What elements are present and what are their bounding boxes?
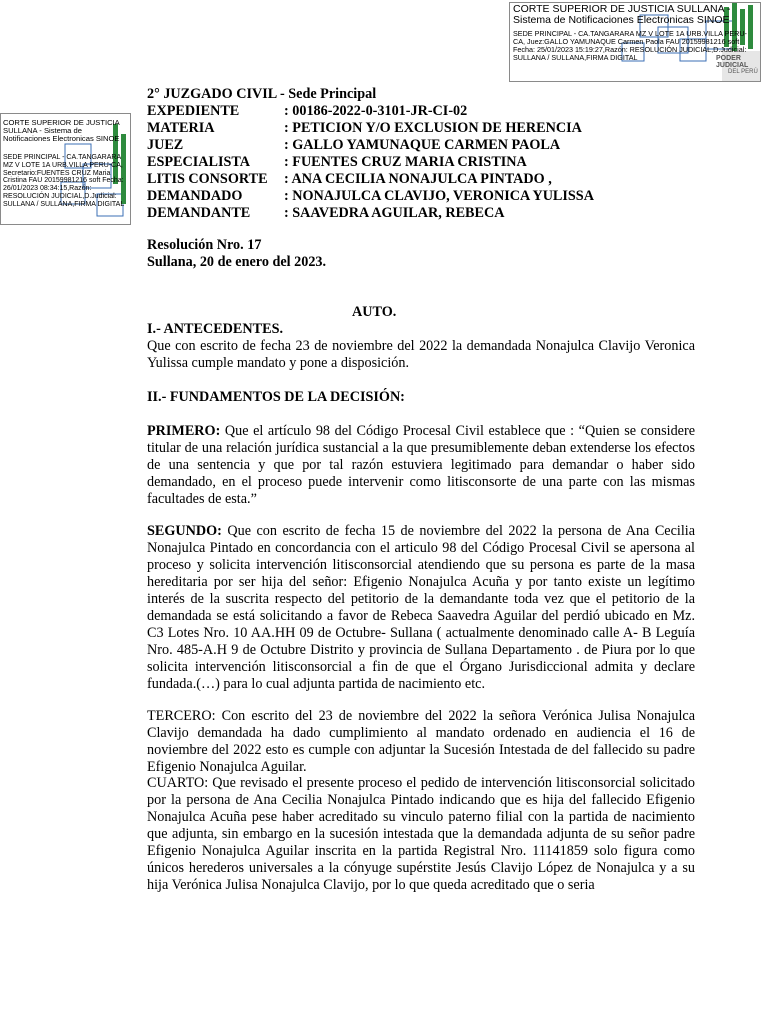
stamp-left-header: CORTE SUPERIOR DE JUSTICIA SULLANA - Sistema de Notificaciones Electronicas SINOE — [3, 118, 120, 144]
digital-signature-stamp-judge — [509, 2, 761, 82]
cuarto-text: CUARTO: Que revisado el presente proceso el pedido de intervención litisconsorcial solicitado por la persona de Ana Cecilia Nonajulca Pintado indicando que es hija del fallecido Efigenio Nonajulca Acuña pese haber acreditado su vinculo paterno filial con la partida de nacimiento que adjunta, sin embargo en la sucesión intestada que la demandada adjunta de su señor padre Efigenio Nonajulca Aguilar inscrita en la partida Registral Nro. 11141859 solo figura como únicos herederos universales a la cónyuge supérstite Jesús Clavijo López de Nonajulca y a su hija Verónica Julisa Nonajulca Clavijo, por lo que queda acreditado que o seria — [147, 775, 695, 893]
tercero-text: TERCERO: Con escrito del 23 de noviembre del 2022 la señora Verónica Julisa Nonajulca Clavijo demandada ha dado cumplimiento al mandato ordenado en audiencia el 16 de noviembre del 2022 esto es cumple con adjuntar la Sucesión Intestada de del fallecido su padre Efigenio Nonajulca Aguilar. — [147, 708, 695, 775]
antecedentes-paragraph — [147, 338, 695, 372]
header-key: LITIS CONSORTE — [147, 171, 268, 187]
cuarto-paragraph — [147, 775, 695, 894]
antecedentes-text: Que con escrito de fecha 23 de noviembre del 2022 la demandada Nonajulca Clavijo Veronica Yulissa cumple mandato y pone a disposición. — [147, 338, 695, 371]
segundo-label: SEGUNDO: — [147, 523, 222, 539]
stamp-left-detail: SEDE PRINCIPAL - CA.TANGARARA MZ V LOTE 1A URB.VILLA PERU-CA, Secretario:FUENTES CRUZ Maria Cristina FAU 20159981216 soft Fecha: 26/01/2023 08:34:15,Razón: RESOLUCIÓN JUDICIAL,D.Judicial: SULLANA / SULLANA,FIRMA DIGITAL — [3, 154, 125, 208]
header-key: MATERIA — [147, 120, 215, 136]
primero-paragraph — [147, 423, 695, 508]
header-key: EXPEDIENTE — [147, 103, 240, 119]
header-key: DEMANDADO — [147, 188, 243, 204]
header-value: : PETICION Y/O EXCLUSION DE HERENCIA — [284, 120, 582, 136]
header-key: DEMANDANTE — [147, 205, 251, 221]
stamp-top-detail: SEDE PRINCIPAL - CA.TANGARARA MZ V LOTE 1A URB.VILLA PERU-CA, Juez:GALLO YAMUNAQUE Carmen Paola FAU 20159981216 soft Fecha: 25/01/2023 15:19:27,Razón: RESOLUCIÓN JUDICIAL,D.Judicial: SULLANA / SULLANA,FIRMA DIGITAL — [513, 29, 747, 62]
stamp-top-logo-text-1: PODER JUDICIAL — [716, 55, 749, 69]
header-value: : FUENTES CRUZ MARIA CRISTINA — [284, 154, 527, 170]
segundo-paragraph — [147, 523, 695, 693]
header-key: ESPECIALISTA — [147, 154, 251, 170]
header-value: : 00186-2022-0-3101-JR-CI-02 — [284, 103, 468, 119]
stamp-top-line2: Sistema de Notificaciones Electronicas SINOE — [513, 14, 730, 26]
header-value: : NONAJULCA CLAVIJO, VERONICA YULISSA — [284, 188, 594, 204]
header-value: : GALLO YAMUNAQUE CARMEN PAOLA — [284, 137, 561, 153]
stamp-top-logo-text-2: DEL PERÚ — [728, 69, 758, 75]
digital-signature-stamp-secretary — [0, 113, 131, 225]
tercero-paragraph — [147, 708, 695, 776]
header-value: : ANA CECILIA NONAJULCA PINTADO , — [284, 171, 552, 187]
segundo-text: Que con escrito de fecha 15 de noviembre del 2022 la persona de Ana Cecilia Nonajulca Pintado en concordancia con el articulo 98 del Código Procesal Civil se apersona al proceso y solicita intervención litisconsorcial atendiendo que su persona es parte de la masa hereditaria por ser hija del señor: Efigenio Nonajulca Acuña y por tanto existe un legítimo interés de la suscrita respecto del petitorio de la demandante toda vez que el petitorio de la demandada se está solicitando a favor de Rebeca Saavedra Aguilar del perdió ubicado en Mz. C3 Lotes Nro. 10 AA.HH 09 de Octubre- Sullana ( actualmente denominado calle A- B Leguía Nro. 485-A.H 9 de Octubre Distrito y provincia de Sullana Departamento . de Piura por lo que solicita intervención litisconsorcial a fin de que el Órgano Jurisdiccional admita y declare fundada.(…) para lo cual adjunta partida de nacimiento etc. — [147, 523, 695, 692]
auto-title: AUTO. — [352, 304, 397, 320]
resolution-number: Resolución Nro. 17 — [147, 237, 262, 253]
primero-label: PRIMERO: — [147, 423, 221, 439]
fundamentos-heading: II.- FUNDAMENTOS DE LA DECISIÓN: — [147, 389, 405, 405]
antecedentes-heading: I.- ANTECEDENTES. — [147, 321, 283, 337]
resolution-place-date: Sullana, 20 de enero del 2023. — [147, 254, 327, 270]
stamp-top-line1: CORTE SUPERIOR DE JUSTICIA SULLANA - — [513, 3, 731, 15]
header-value: : SAAVEDRA AGUILAR, REBECA — [284, 205, 505, 221]
primero-text: Que el artículo 98 del Código Procesal Civil establece que : “Quien se considere titular de una relación jurídica sustancial a la que presumiblemente deban extenderse los efectos de una sentencia y que por tal razón estuviera legitimado para demandar o haber sido demandado, en el proceso puede intervenir como litisconsorte de una parte con las mismas facultades de esta.” — [147, 423, 695, 507]
court-title: 2° JUZGADO CIVIL - Sede Principal — [147, 86, 377, 102]
header-key: JUEZ — [147, 137, 184, 153]
